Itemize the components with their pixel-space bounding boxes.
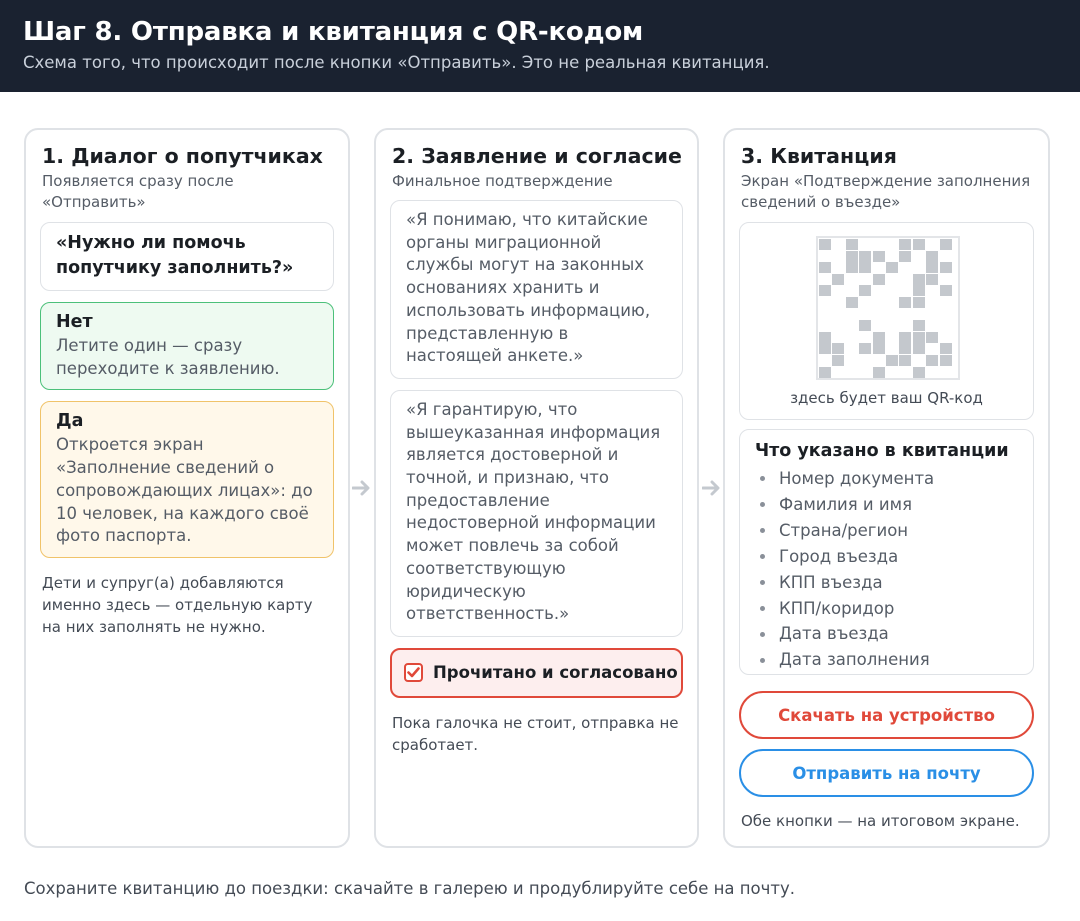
qr-module <box>846 262 858 273</box>
qr-module <box>899 239 911 250</box>
agree-note: Пока галочка не стоит, отправка не сработает. <box>392 713 679 754</box>
qr-module <box>899 251 911 262</box>
qr-module <box>873 332 885 343</box>
qr-module <box>940 285 952 296</box>
qr-module <box>940 239 952 250</box>
option-no-title: Нет <box>56 312 93 332</box>
qr-module <box>913 297 925 308</box>
qr-module <box>832 343 844 354</box>
arrow-right-icon <box>702 479 722 497</box>
bullet-icon <box>760 476 765 481</box>
bullet-icon <box>760 554 765 559</box>
list-item <box>755 544 1018 570</box>
qr-module <box>899 343 911 354</box>
qr-module <box>819 239 831 250</box>
receipt-info-list <box>755 466 1018 673</box>
list-item-label: Страна/регион <box>779 520 909 540</box>
column-title: 1. Диалог о попутчиках <box>42 144 323 168</box>
qr-module <box>913 332 925 343</box>
qr-module <box>846 251 858 262</box>
column-subtitle: Экран «Подтверждение заполнения сведений о въезде» <box>741 172 1031 211</box>
qr-module <box>940 355 952 366</box>
qr-module <box>913 320 925 331</box>
option-yes-title: Да <box>56 411 84 432</box>
list-item <box>755 518 1018 544</box>
declaration-column <box>374 128 699 848</box>
qr-module <box>819 262 831 273</box>
qr-module <box>832 274 844 285</box>
qr-module <box>859 343 871 354</box>
bullet-icon <box>760 580 765 585</box>
list-item-label: Город въезда <box>779 546 899 566</box>
qr-caption: здесь будет ваш QR-код <box>790 389 983 407</box>
qr-module <box>886 355 898 366</box>
qr-module <box>913 367 925 378</box>
checkmark-icon <box>407 667 420 678</box>
qr-module <box>859 251 871 262</box>
receipt-info-title: Что указано в квитанции <box>755 441 1009 461</box>
qr-module <box>819 332 831 343</box>
qr-module <box>913 285 925 296</box>
qr-module <box>926 332 938 343</box>
list-item-label: КПП/коридор <box>779 598 895 618</box>
qr-module <box>899 332 911 343</box>
qr-module <box>846 297 858 308</box>
option-yes-text: Откроется экран «Заполнение сведений о сопровождающих лицах»: до 10 человек, на каждого своё фото паспорта. <box>56 435 313 546</box>
column-title: 3. Квитанция <box>741 144 897 168</box>
companions-note: Дети и супруг(а) добавляются именно здесь — отдельную карту на них заполнять не нужно. <box>42 573 313 636</box>
bullet-icon <box>760 658 765 663</box>
arrow-right-icon <box>352 479 372 497</box>
qr-code-placeholder <box>816 236 960 380</box>
list-item-label: Дата въезда <box>779 624 889 644</box>
bullet-icon <box>760 606 765 611</box>
column-title: 2. Заявление и согласие <box>392 144 682 168</box>
qr-module <box>926 262 938 273</box>
agree-checkbox-row[interactable] <box>390 648 683 698</box>
qr-module <box>940 343 952 354</box>
qr-module <box>832 355 844 366</box>
list-item <box>755 466 1018 492</box>
qr-module <box>819 343 831 354</box>
footer-note: Сохраните квитанцию до поездки: скачайте в галерею и продублируйте себе на почту. <box>24 879 796 898</box>
column-subtitle: Финальное подтверждение <box>392 172 613 190</box>
send-email-button[interactable]: Отправить на почту <box>739 749 1034 797</box>
declaration-quote-2: «Я гарантирую, что вышеуказанная информация является достоверной и точной, и признаю, что предоставление недостоверной информации может повлечь за собой соответствующую юридическую ответственность.» <box>390 390 683 637</box>
list-item <box>755 596 1018 622</box>
list-item <box>755 647 1018 673</box>
qr-module <box>940 262 952 273</box>
page-subtitle: Схема того, что происходит после кнопки «Отправить». Это не реальная квитанция. <box>23 53 770 72</box>
list-item <box>755 570 1018 596</box>
qr-module <box>846 239 858 250</box>
list-item-label: Дата заполнения <box>779 650 930 670</box>
column-subtitle: Появляется сразу после «Отправить» <box>42 172 234 211</box>
receipt-info-card <box>739 429 1034 675</box>
qr-module <box>859 262 871 273</box>
download-button[interactable]: Скачать на устройство <box>739 691 1034 739</box>
list-item <box>755 492 1018 518</box>
bullet-icon <box>760 528 765 533</box>
agree-label: Прочитано и согласовано <box>433 663 678 683</box>
option-no-card <box>40 302 334 390</box>
qr-module <box>819 367 831 378</box>
qr-card <box>739 222 1034 420</box>
qr-module <box>819 285 831 296</box>
declaration-quote-1: «Я понимаю, что китайские органы миграционной службы могут на законных основаниях хранить и использовать информацию, представленную в настоящей анкете.» <box>390 200 683 379</box>
buttons-note: Обе кнопки — на итоговом экране. <box>741 812 1020 830</box>
qr-module <box>886 262 898 273</box>
receipt-column <box>723 128 1050 848</box>
list-item-label: КПП въезда <box>779 572 883 592</box>
qr-module <box>873 343 885 354</box>
qr-module <box>859 285 871 296</box>
page-title: Шаг 8. Отправка и квитанция с QR-кодом <box>23 17 644 47</box>
list-item-label: Номер документа <box>779 469 935 488</box>
checkbox[interactable] <box>404 663 423 682</box>
qr-module <box>873 367 885 378</box>
qr-module <box>859 320 871 331</box>
option-yes-card <box>40 401 334 558</box>
qr-module <box>913 274 925 285</box>
qr-module <box>926 274 938 285</box>
qr-module <box>913 239 925 250</box>
qr-module <box>913 343 925 354</box>
qr-module <box>926 355 938 366</box>
option-no-text: Летите один — сразу переходите к заявлению. <box>56 336 280 378</box>
qr-module <box>926 251 938 262</box>
bullet-icon <box>760 502 765 507</box>
qr-module <box>899 297 911 308</box>
qr-module <box>899 355 911 366</box>
companion-question-card: «Нужно ли помочь попутчику заполнить?» <box>40 222 334 291</box>
list-item-label: Фамилия и имя <box>779 494 912 514</box>
qr-module <box>873 274 885 285</box>
qr-module <box>873 251 885 262</box>
bullet-icon <box>760 632 765 637</box>
list-item <box>755 621 1018 647</box>
companions-dialog-column <box>24 128 350 848</box>
page-header <box>0 0 1080 92</box>
